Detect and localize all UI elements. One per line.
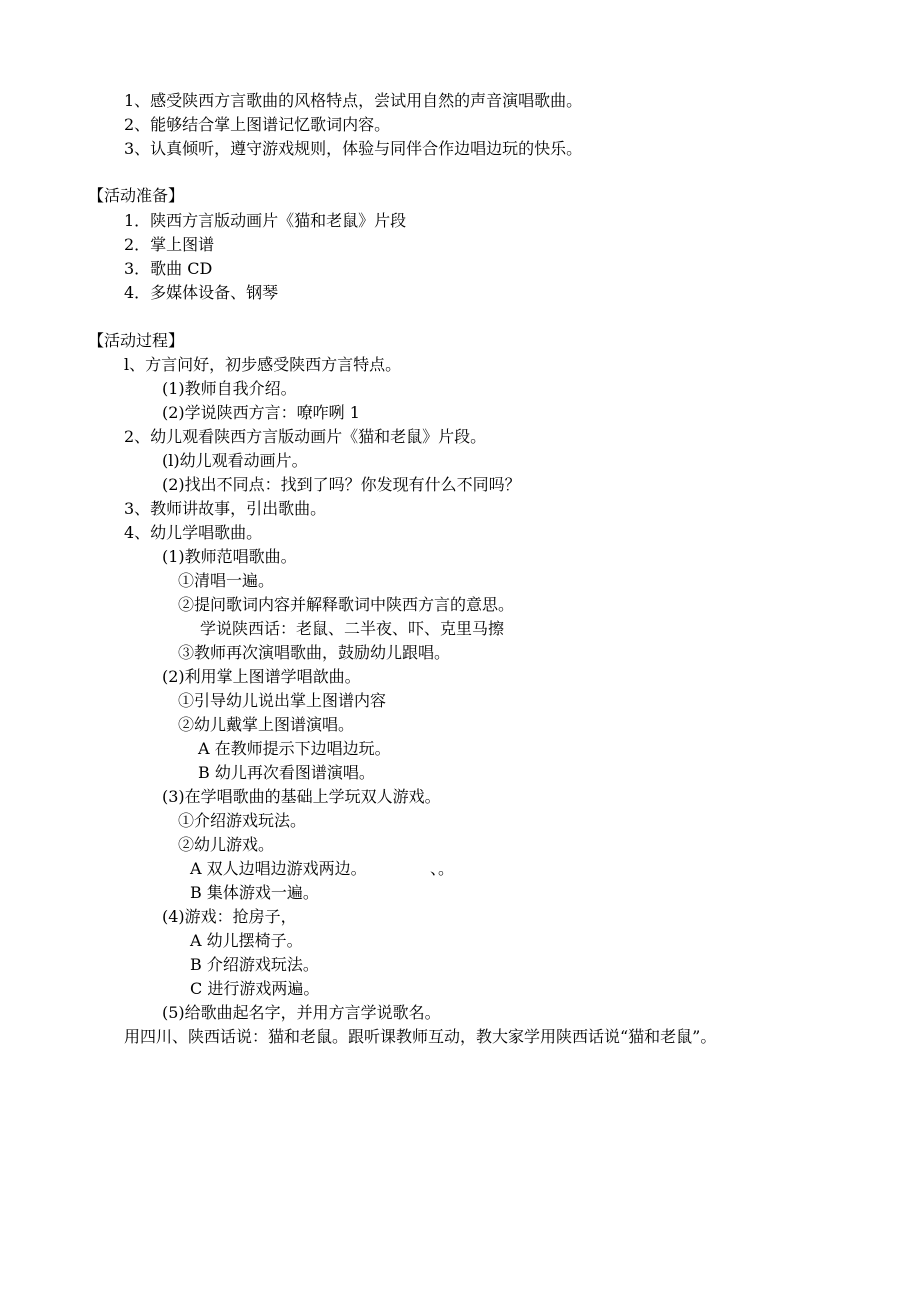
process-step: l、方言问好，初步感受陕西方言特点。 xyxy=(124,355,402,374)
process-detail: A 双人边唱边游戏两边。 xyxy=(190,859,367,878)
process-detail: 学说陕西话：老鼠、二半夜、吓、克里马擦 xyxy=(200,619,505,638)
process-detail: ①清唱一遍。 xyxy=(178,571,275,590)
process-step: 2、幼儿观看陕西方言版动画片《猫和老鼠》片段。 xyxy=(124,427,487,446)
preparation-item: 2．掌上图谱 xyxy=(124,235,215,254)
stray-punctuation: 、。 xyxy=(430,859,455,878)
preparation-item: 1．陕西方言版动画片《猫和老鼠》片段 xyxy=(124,211,407,230)
process-substep: (4)游戏：抢房子， xyxy=(162,907,297,926)
section-heading-process: 【活动过程】 xyxy=(88,331,185,350)
goal-line: 3、认真倾听，遵守游戏规则，体验与同伴合作边唱边玩的快乐。 xyxy=(124,139,583,158)
process-substep: (3)在学唱歌曲的基础上学玩双人游戏。 xyxy=(162,787,441,806)
process-substep: (2)学说陕西方言：嘹咋咧 1 xyxy=(162,403,360,422)
preparation-item: 3．歌曲 CD xyxy=(124,259,213,278)
process-detail: ②幼儿游戏。 xyxy=(178,835,275,854)
process-substep: (1)教师自我介绍。 xyxy=(162,379,297,398)
process-detail: B 集体游戏一遍。 xyxy=(190,883,319,902)
goal-line: 2、能够结合掌上图谱记忆歌词内容。 xyxy=(124,115,391,134)
preparation-item: 4．多媒体设备、钢琴 xyxy=(124,283,279,302)
process-substep: (l)幼儿观看动画片。 xyxy=(162,451,308,470)
section-heading-preparation: 【活动准备】 xyxy=(88,186,185,205)
goal-line: 1、感受陕西方言歌曲的风格特点，尝试用自然的声音演唱歌曲。 xyxy=(124,91,583,110)
process-step: 4、幼儿学唱歌曲。 xyxy=(124,523,263,542)
process-detail: B 幼儿再次看图谱演唱。 xyxy=(198,763,375,782)
process-detail: ③教师再次演唱歌曲，鼓励幼儿跟唱。 xyxy=(178,643,451,662)
process-substep: (5)给歌曲起名字，并用方言学说歌名。 xyxy=(162,1003,441,1022)
process-detail: C 进行游戏两遍。 xyxy=(190,979,320,998)
process-detail: A 幼儿摆椅子。 xyxy=(190,931,303,950)
process-detail: B 介绍游戏玩法。 xyxy=(190,955,319,974)
process-detail: ②幼儿戴掌上图谱演唱。 xyxy=(178,715,355,734)
process-detail: ①引导幼儿说出掌上图谱内容 xyxy=(178,691,387,710)
process-substep: (1)教师范唱歌曲。 xyxy=(162,547,297,566)
process-detail: ②提问歌词内容并解释歌词中陕西方言的意思。 xyxy=(178,595,515,614)
process-substep: (2)找出不同点：找到了吗？你发现有什么不同吗？ xyxy=(162,475,521,494)
process-step: 3、教师讲故事，引出歌曲。 xyxy=(124,499,327,518)
process-closing-line: 用四川、陕西话说：猫和老鼠。跟听课教师互动，教大家学用陕西话说“猫和老鼠”。 xyxy=(124,1027,717,1046)
process-detail: ①介绍游戏玩法。 xyxy=(178,811,307,830)
process-detail: A 在教师提示下边唱边玩。 xyxy=(198,739,391,758)
process-substep: (2)利用掌上图谱学唱歆曲。 xyxy=(162,667,361,686)
